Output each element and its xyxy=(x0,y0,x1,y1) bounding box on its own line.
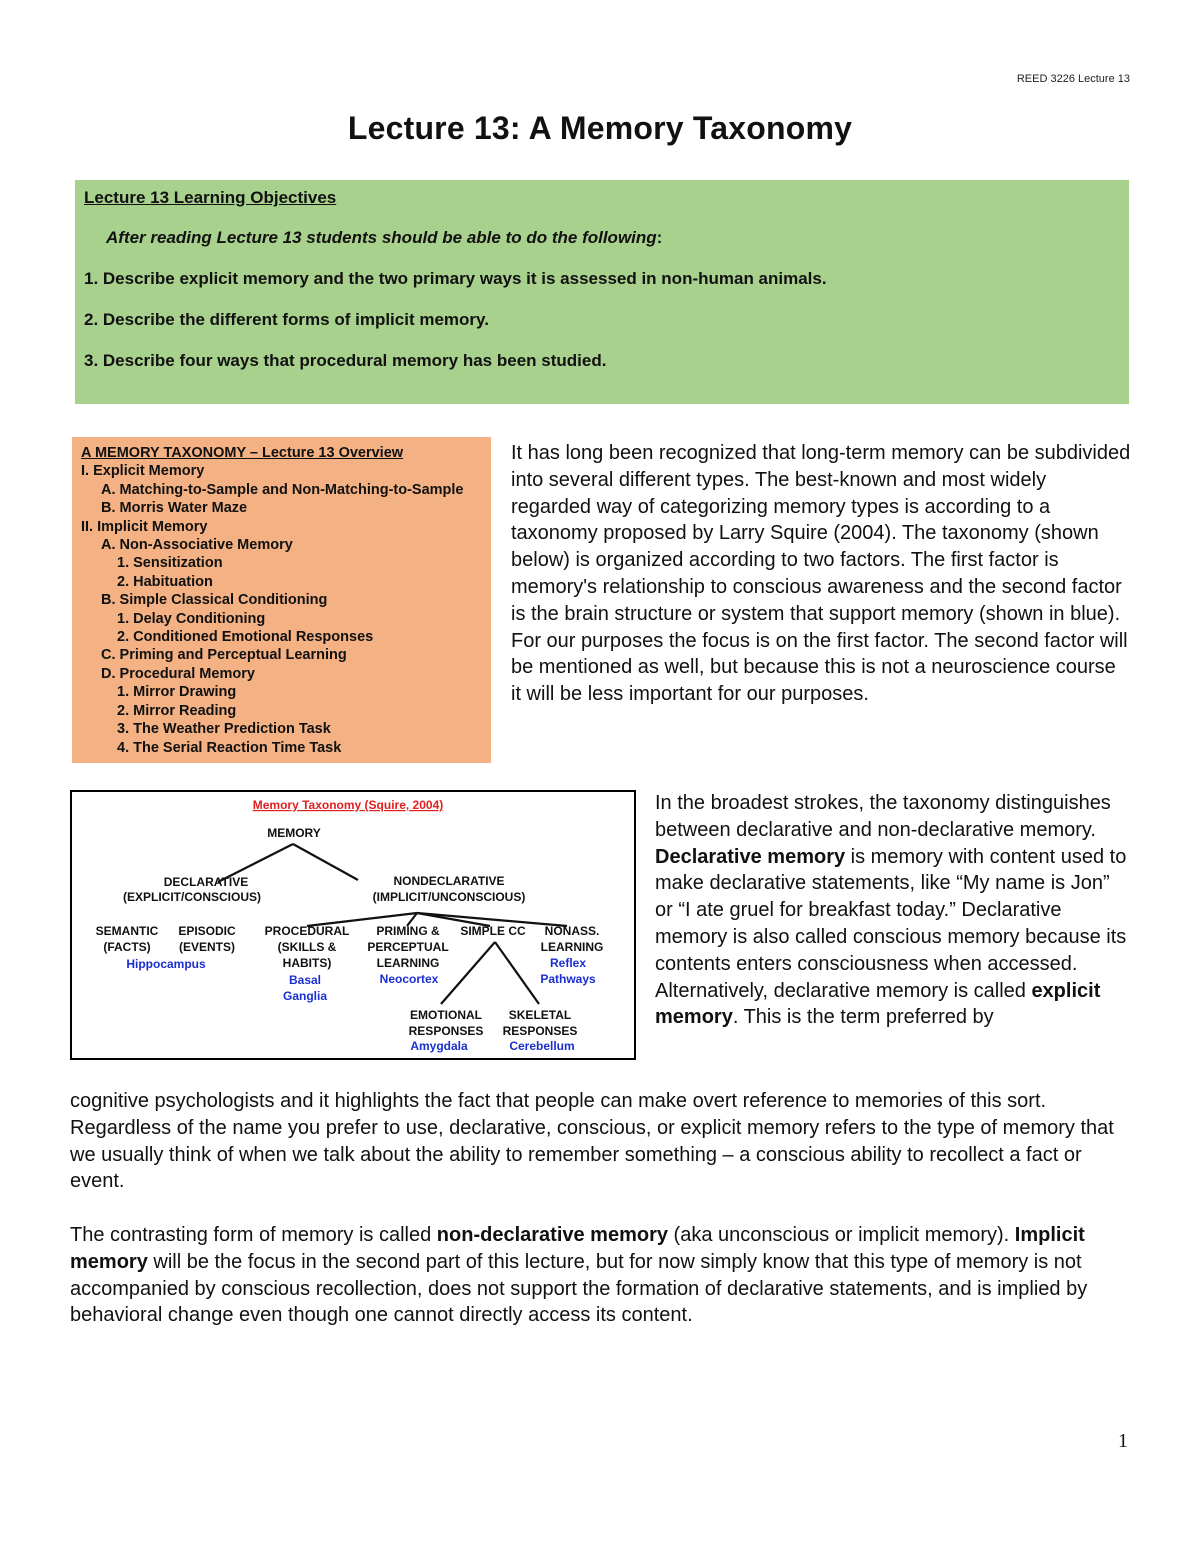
node-memory: MEMORY xyxy=(267,826,321,840)
page-number: 1 xyxy=(1118,1430,1128,1452)
overview-item: 1. Sensitization xyxy=(117,555,223,572)
taxonomy-tree-diagram xyxy=(72,792,634,1058)
running-header: REED 3226 Lecture 13 xyxy=(1016,73,1130,85)
objectives-heading: Lecture 13 Learning Objectives xyxy=(84,188,337,207)
objective-item: 2. Describe the different forms of implicit memory. xyxy=(84,310,489,329)
brain-amygdala: Amygdala xyxy=(410,1039,468,1053)
term-explicit-memory: explicit memory xyxy=(655,979,1101,1029)
node-emotional: EMOTIONAL xyxy=(410,1008,482,1022)
node-nonass: LEARNING xyxy=(540,940,604,954)
brain-neocortex: Neocortex xyxy=(379,972,439,986)
edge-simplecc-skeletal xyxy=(495,942,539,1004)
overview-outline xyxy=(81,462,482,757)
brain-hippocampus: Hippocampus xyxy=(126,957,206,971)
overview-item: 1. Mirror Drawing xyxy=(117,684,237,701)
term-non-declarative-memory: non-declarative memory xyxy=(436,1224,668,1246)
declarative-paragraph-continued: cognitive psychologists and it highlights the fact that people can make overt reference to memories of this sort. Regardless of the name you prefer to use, declarative, conscious, or explicit memory refers to the type of memory that we usually think of when we talk about the ability to remember something – a conscious ability to recollect a fact or event. xyxy=(70,1090,1114,1193)
node-procedural: HABITS) xyxy=(282,956,332,970)
overview-title: A MEMORY TAXONOMY – Lecture 13 Overview xyxy=(81,445,404,461)
overview-item: 2. Habituation xyxy=(117,573,213,590)
node-procedural: (SKILLS & xyxy=(277,940,337,954)
brain-basal-ganglia: Ganglia xyxy=(282,989,328,1003)
term-implicit-memory: Implicit memory xyxy=(70,1224,1085,1273)
overview-item: 2. Mirror Reading xyxy=(117,702,237,719)
memory-taxonomy-figure xyxy=(70,790,636,1060)
brain-reflex-pathways: Pathways xyxy=(540,972,596,986)
brain-basal-ganglia: Basal xyxy=(288,973,322,987)
nondeclarative-paragraph: The contrasting form of memory is called non-declarative memory (aka unconscious or implicit memory). Implicit memory will be the focus in the second part of this lecture, but for now simply know that this type of memory is not accompanied by conscious recollection, does not support the formation of declarative statements, and is implied by behavioral change even though one cannot directly access its content. xyxy=(70,1224,1088,1327)
node-declarative: DECLARATIVE xyxy=(163,875,249,889)
overview-item: A. Non-Associative Memory xyxy=(101,537,293,554)
edge-memory-nondeclarative xyxy=(293,844,358,880)
node-procedural: PROCEDURAL xyxy=(264,924,350,938)
lecture-overview-box xyxy=(72,437,491,763)
overview-item: 3. The Weather Prediction Task xyxy=(117,721,331,738)
node-semantic: (FACTS) xyxy=(103,940,151,954)
learning-objectives-box xyxy=(75,180,1129,404)
page-title: Lecture 13: A Memory Taxonomy xyxy=(347,110,853,146)
objective-item: 3. Describe four ways that procedural memory has been studied. xyxy=(84,351,607,370)
brain-cerebellum: Cerebellum xyxy=(509,1039,575,1053)
overview-item: B. Morris Water Maze xyxy=(101,500,248,517)
overview-item: 4. The Serial Reaction Time Task xyxy=(117,739,342,756)
node-nondeclarative: NONDECLARATIVE xyxy=(393,874,505,888)
overview-item: 1. Delay Conditioning xyxy=(117,610,266,627)
objectives-intro: After reading Lecture 13 students should be able to do the following: xyxy=(106,228,663,247)
node-skeletal: SKELETAL xyxy=(508,1008,572,1022)
node-nondeclarative: (IMPLICIT/UNCONSCIOUS) xyxy=(372,890,526,904)
node-skeletal: RESPONSES xyxy=(502,1024,578,1038)
overview-item: 2. Conditioned Emotional Responses xyxy=(117,629,374,646)
node-episodic: EPISODIC xyxy=(178,924,236,938)
node-semantic: SEMANTIC xyxy=(95,924,159,938)
node-priming: LEARNING xyxy=(376,956,440,970)
edge-simplecc-emotional xyxy=(441,942,495,1004)
overview-item: A. Matching-to-Sample and Non-Matching-to-Sample xyxy=(101,481,464,498)
overview-item: B. Simple Classical Conditioning xyxy=(101,592,328,609)
node-simple-cc: SIMPLE CC xyxy=(460,924,526,938)
node-emotional: RESPONSES xyxy=(408,1024,484,1038)
brain-reflex-pathways: Reflex xyxy=(549,956,587,970)
overview-item: C. Priming and Perceptual Learning xyxy=(101,647,347,664)
term-declarative-memory: Declarative memory xyxy=(655,845,846,868)
node-episodic: (EVENTS) xyxy=(178,940,236,954)
objective-item: 1. Describe explicit memory and the two primary ways it is assessed in non-human animals. xyxy=(84,269,827,288)
node-nonass: NONASS. xyxy=(544,924,600,938)
intro-paragraph: It has long been recognized that long-term memory can be subdivided into several different types. The best-known and most widely regarded way of categorizing memory types is according to a taxonomy proposed by Larry Squire (2004). The taxonomy (shown below) is organized according to two factors. The first factor is memory's relationship to conscious awareness and the second factor is the brain structure or system that support memory (shown in blue). For our purposes the focus is on the first factor. The second factor will be mentioned as well, but because this is not a neuroscience course it will be less important for our purposes. xyxy=(511,442,1131,706)
declarative-paragraph: In the broadest strokes, the taxonomy distinguishes between declarative and non-declarative memory. Declarative memory is memory with content used to make declarative statements, like “My name is Jon” or “I ate gruel for breakfast today.” Declarative memory is also called conscious memory because its contents enters consciousness when accessed. Alternatively, declarative memory is called explicit memory. This is the term preferred by xyxy=(655,792,1127,1029)
node-declarative: (EXPLICIT/CONSCIOUS) xyxy=(122,890,262,904)
node-priming: PERCEPTUAL xyxy=(367,940,449,954)
overview-item: D. Procedural Memory xyxy=(101,665,255,682)
figure-title: Memory Taxonomy (Squire, 2004) xyxy=(252,798,444,812)
overview-item: I. Explicit Memory xyxy=(81,463,205,480)
overview-item: II. Implicit Memory xyxy=(81,518,208,535)
node-priming: PRIMING & xyxy=(376,924,440,938)
